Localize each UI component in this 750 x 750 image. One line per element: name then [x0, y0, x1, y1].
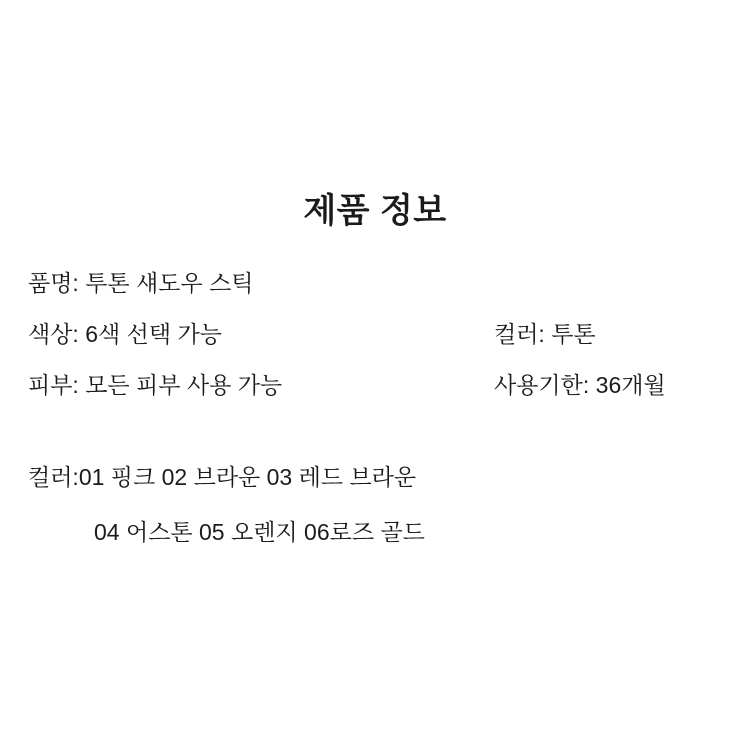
- spec-product-name: 품명: 투톤 섀도우 스틱: [28, 270, 254, 296]
- color-options: [28, 450, 734, 560]
- color-options-line-2: 04 어스톤 05 오렌지 06로즈 골드: [94, 519, 425, 545]
- page-title: 제품 정보: [303, 192, 447, 230]
- spec-shade-count: 색상: 6색 선택 가능: [28, 321, 222, 347]
- spec-row: [28, 309, 734, 360]
- spec-skin-type: 피부: 모든 피부 사용 가능: [28, 372, 283, 398]
- spec-expiry: 사용기한: 36개월: [494, 372, 666, 398]
- spec-row: [28, 258, 734, 309]
- spec-color-type: 컬러: 투톤: [494, 321, 596, 347]
- spec-row: [28, 360, 734, 411]
- color-options-line-1: 컬러:01 핑크 02 브라운 03 레드 브라운: [28, 464, 417, 490]
- spec-list: [28, 258, 734, 411]
